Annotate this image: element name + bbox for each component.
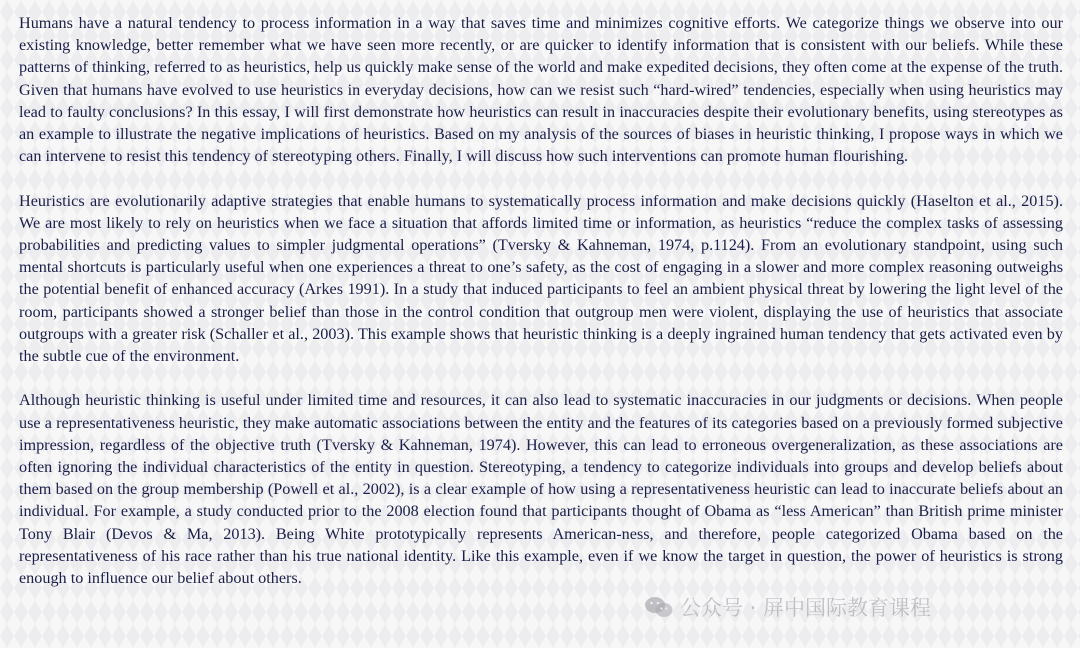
essay-paragraph-intro: Humans have a natural tendency to process information in a way that saves time and minimizes cognitive efforts. We categorize things we observe into our existing knowledge, better remember what we have seen more recently, or are quicker to identify information that is consistent with our beliefs. While these patterns of thinking, referred to as heuristics, help us quickly make sense of the world and make expedited decisions, they often come at the expense of the truth. Given that humans have evolved to use heuristics in everyday decisions, how can we resist such “hard-wired” tendencies, especially when using heuristics may lead to faulty conclusions? In this essay, I will first demonstrate how heuristics can result in inaccuracies despite their evolutionary benefits, using stereotypes as an example to illustrate the negative implications of heuristics. Based on my analysis of the sources of biases in heuristic thinking, I propose ways in which we can intervene to resist this tendency of stereotyping others. Finally, I will discuss how such interventions can promote human flourishing. bbox=[19, 14, 1063, 166]
watermark-text: 公众号 · 屏中国际教育课程 bbox=[680, 596, 932, 620]
essay-paragraph-heuristics-adaptive: Heuristics are evolutionarily adaptive strategies that enable humans to systematically process information and make decisions quickly (Haselton et al., 2015). We are most likely to rely on heuristics when we face a situation that affords limited time or information, as heuristics “reduce the complex tasks of assessing probabilities and predicting values to simpler judgmental operations” (Tversky & Kahneman, 1974, p.1124). From an evolutionary standpoint, using such mental shortcuts is particularly useful when one experiences a threat to one’s safety, as the cost of engaging in a slower and more complex reasoning outweighs the potential benefit of enhanced accuracy (Arkes 1991). In a study that induced participants to feel an ambient physical threat by lowering the light level of the room, participants showed a stronger belief than those in the control condition that outgroup men were violent, displaying the use of heuristics that associate outgroups with a greater risk (Schaller et al., 2003). This example shows that heuristic thinking is a deeply ingrained human tendency that gets activated even by the subtle cue of the environment. bbox=[19, 191, 1063, 366]
essay-body bbox=[19, 12, 1063, 611]
essay-paragraph-heuristics-inaccuracies: Although heuristic thinking is useful under limited time and resources, it can also lead to systematic inaccuracies in our judgments or decisions. When people use a representativeness heuristic, they make automatic associations between the entity and the features of its categories based on a previously formed subjective impression, regardless of the objective truth (Tversky & Kahneman, 1974). However, this can lead to erroneous overgeneralization, as these associations are often ignoring the individual characteristics of the entity in question. Stereotyping, a tendency to categorize individuals into groups and develop beliefs about them based on the group membership (Powell et al., 2002), is a clear example of how using a representativeness heuristic can lead to inaccurate beliefs about an individual. For example, a study conducted prior to the 2008 election found that participants thought of Obama as “less American” than British prime minister Tony Blair (Devos & Ma, 2013). Being White prototypically represents American-ness, and therefore, people categorized Obama based on the representativeness of his race rather than his true national identity. Like this example, even if we know the target in question, the power of heuristics is strong enough to influence our belief about others. bbox=[19, 391, 1063, 588]
